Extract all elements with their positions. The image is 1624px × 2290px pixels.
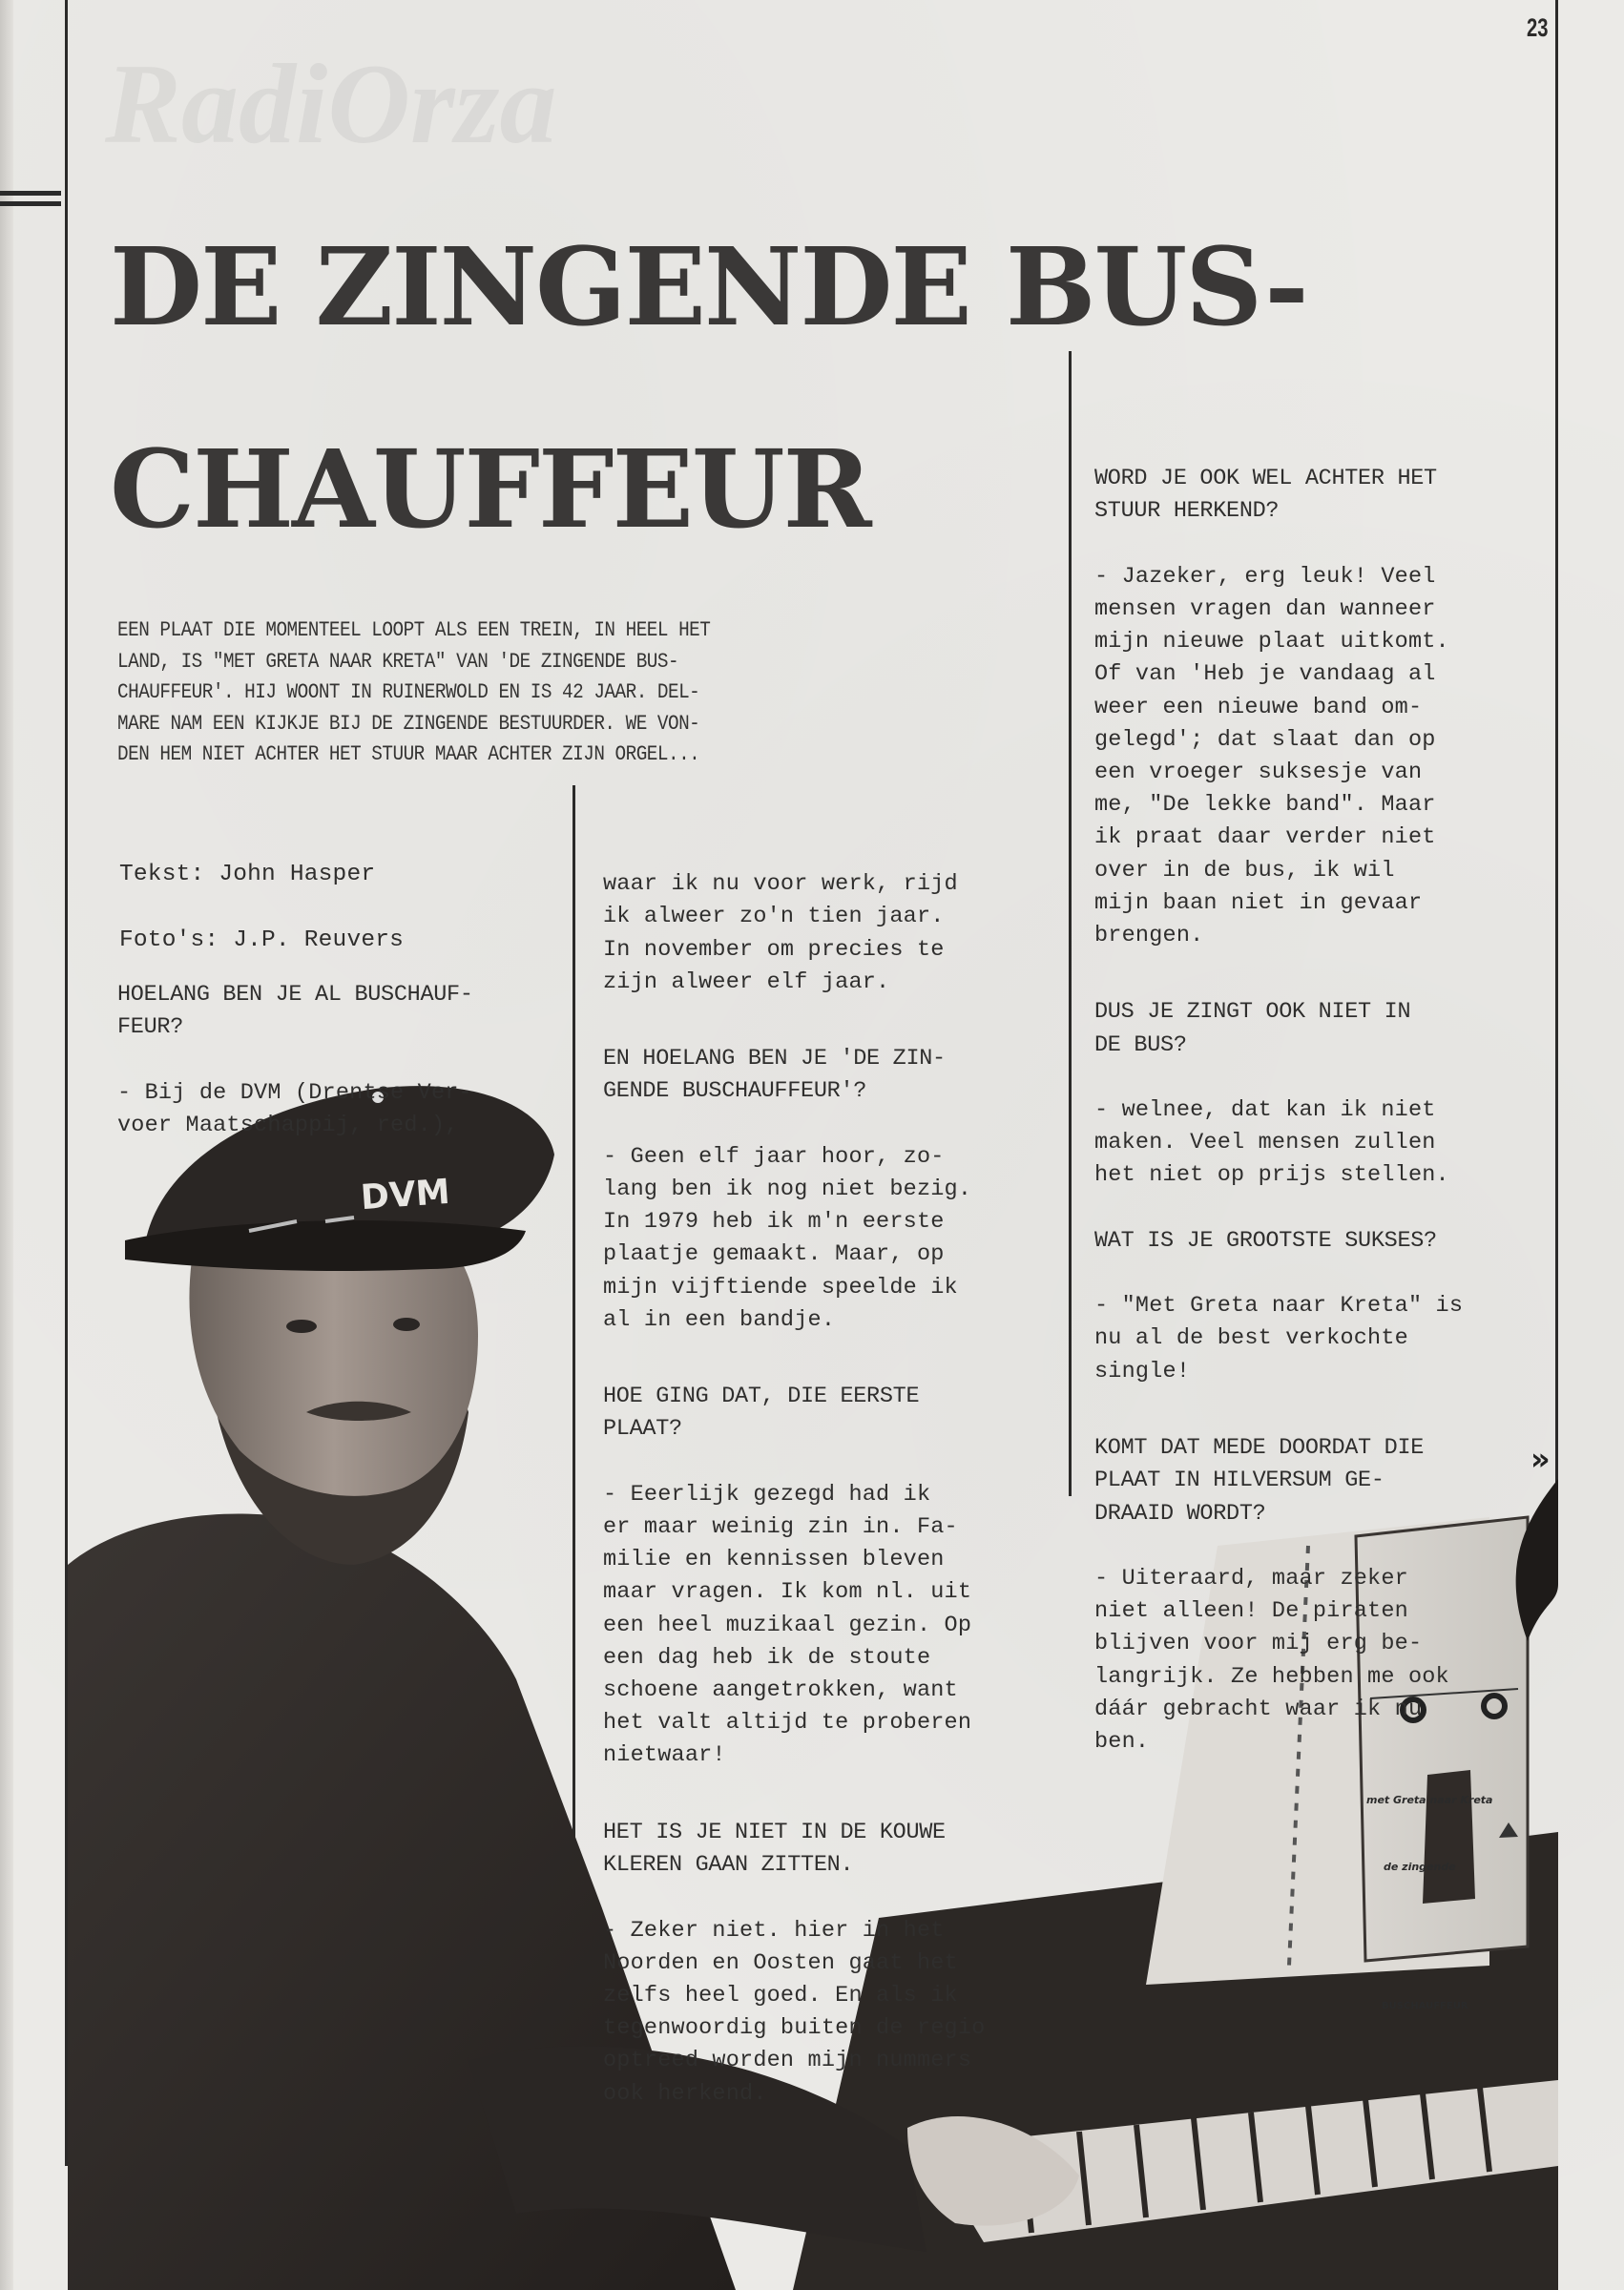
sleeve-footer: BUSCHAUFFEUR (1382, 2001, 1468, 2011)
intro-line: EEN PLAAT DIE MOMENTEEL LOOPT ALS EEN TREIN, IN HEEL HET (117, 617, 711, 642)
column-3 (1094, 430, 1572, 1802)
answer: - welnee, dat kan ik niet maken. Veel mensen zullen het niet op prijs stellen. (1094, 1097, 1449, 1189)
photo-credit: Foto's: J.P. Reuvers (119, 926, 405, 953)
question: DUS JE ZINGT OOK NIET IN DE BUS? (1094, 999, 1411, 1058)
question: WORD JE OOK WEL ACHTER HET STUUR HERKEND? (1094, 466, 1437, 525)
question: KOMT DAT MEDE DOORDAT DIE PLAAT IN HILVERSUM GE- DRAAID WORDT? (1094, 1435, 1425, 1527)
question: HET IS JE NIET IN DE KOUWE KLEREN GAAN ZITTEN. (603, 1819, 946, 1879)
answer: - Eeerlijk gezegd had ik er maar weinig zin in. Fa- milie en kennissen bleven maar vragen. Ik kom nl. uit een heel muzikaal gezin. Op een dag heb ik de stoute schoene aangetrokken, want het valt altijd te proberen nietwaar! (603, 1481, 972, 1769)
show-through-masthead: RadiOrza (105, 40, 557, 167)
question: WAT IS JE GROOTSTE SUKSES? (1094, 1227, 1437, 1254)
headline-line-1: DE ZINGENDE BUS- (110, 225, 1307, 350)
headline-line-2: CHAUFFEUR (110, 427, 870, 552)
intro-paragraph (117, 614, 1036, 770)
question: HOE GING DAT, DIE EERSTE PLAAT? (603, 1384, 920, 1443)
column-1 (117, 947, 547, 1186)
question: HOELANG BEN JE AL BUSCHAUF- FEUR? (117, 982, 473, 1041)
intro-line: LAND, IS "MET GRETA NAAR KRETA" VAN 'DE ZINGENDE BUS- (117, 648, 679, 674)
page-number: 23 (1527, 13, 1549, 42)
answer: - Geen elf jaar hoor, zo- lang ben ik nog niet bezig. In 1979 heb ik m'n eerste plaatje gemaakt. Maar, op mijn vijftiende speelde ik al in een bandje. (603, 1143, 972, 1333)
column-2 (603, 836, 1061, 2155)
sleeve-title: met Greta naar Kreta (1366, 1794, 1493, 1806)
answer: - Zeker niet. hier in het Noorden en Oosten gaat het zelfs heel goed. En als ik tegenwoordig buiten de regio optreed worden mijn nummers ook herkend. (603, 1917, 986, 2107)
question: EN HOELANG BEN JE 'DE ZIN- GENDE BUSCHAUFFEUR'? (603, 1046, 946, 1105)
intro-line: DEN HEM NIET ACHTER HET STUUR MAAR ACHTER ZIJN ORGEL... (117, 741, 700, 766)
answer-continued: waar ik nu voor werk, rijd ik alweer zo'n tien jaar. In november om precies te zijn alweer elf jaar. (603, 871, 958, 995)
answer: - Uiteraard, maar zeker niet alleen! De piraten blijven voor mij erg be- langrijk. Ze hebben me ook dáár gebracht waar ik nu ben. (1094, 1565, 1449, 1755)
intro-line: MARE NAM EEN KIJKJE BIJ DE ZINGENDE BESTUURDER. WE VON- (117, 710, 700, 736)
answer: - Bij de DVM (Drentse Ver- voer Maatschappij, red.), (117, 1079, 472, 1139)
spine-mark (0, 191, 61, 218)
sleeve-subtitle: de zingende (1384, 1861, 1456, 1873)
answer: - "Met Greta naar Kreta" is nu al de best verkochte single! (1094, 1293, 1464, 1384)
page-spine (0, 0, 13, 2290)
answer: - Jazeker, erg leuk! Veel mensen vragen dan wanneer mijn nieuwe plaat uitkomt. Of van 'Heb je vandaag al weer een nieuwe band om- gelegd'; dat slaat dan op een vroeger suksesje van me, "De lekke band". Maar ik praat daar verder niet over in de bus, ik wil mijn baan niet in gevaar brengen. (1094, 563, 1449, 949)
intro-line: CHAUFFEUR'. HIJ WOONT IN RUINERWOLD EN IS 42 JAAR. DEL- (117, 679, 700, 704)
cap-badge: DVM (359, 1172, 451, 1218)
text-credit: Tekst: John Hasper (119, 862, 376, 888)
continue-arrow-icon: » (1530, 1441, 1551, 1477)
